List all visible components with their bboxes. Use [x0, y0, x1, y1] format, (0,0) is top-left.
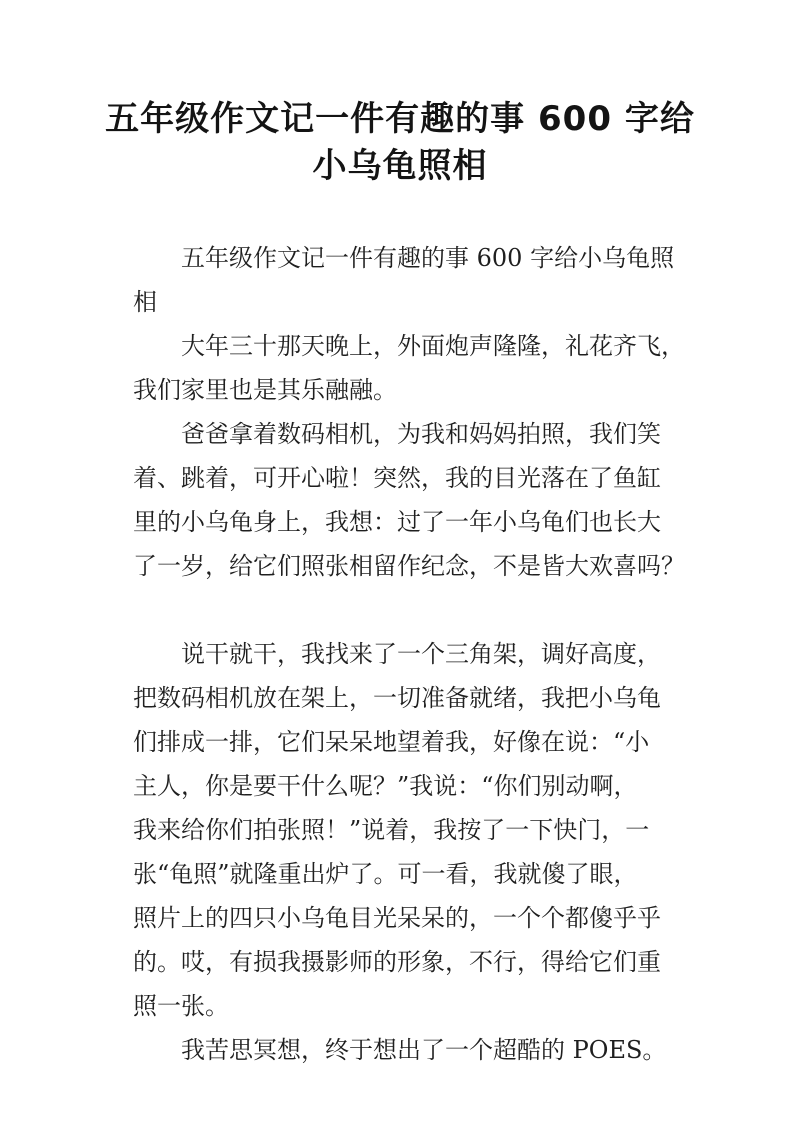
text-line: 大年三十那天晚上，外面炮声隆隆，礼花齐飞， [181, 332, 685, 360]
text-line: 五年级作文记一件有趣的事 600 字给小乌龟照 [181, 244, 675, 272]
text-line: 我来给你们拍张照！”说着，我按了一下快门，一 [133, 816, 650, 844]
text-line: 们排成一排，它们呆呆地望着我，好像在说：“小 [133, 728, 650, 756]
text-line: 里的小乌龟身上，我想：过了一年小乌龟们也长大 [133, 508, 661, 536]
title-line: 五年级作文记一件有趣的事 600 字给 [105, 99, 695, 139]
text-line: 的。哎，有损我摄影师的形象，不行，得给它们重 [133, 948, 661, 976]
text-line: 照一张。 [133, 992, 229, 1020]
text-line: 相 [133, 288, 157, 316]
text-line: 我苦思冥想，终于想出了一个超酷的 POES。 [181, 1036, 667, 1064]
text-line: 了一岁，给它们照张相留作纪念，不是皆大欢喜吗？ [133, 552, 685, 580]
text-line: 着、跳着，可开心啦！突然，我的目光落在了鱼缸 [133, 464, 661, 492]
title-line: 小乌龟照相 [312, 146, 488, 186]
essay-title [70, 96, 730, 190]
essay-body [133, 236, 740, 1072]
text-line: 张“龟照”就隆重出炉了。可一看，我就傻了眼， [133, 860, 638, 888]
text-line: 爸爸拿着数码相机，为我和妈妈拍照，我们笑 [181, 420, 661, 448]
text-line: 照片上的四只小乌龟目光呆呆的，一个个都傻乎乎 [133, 904, 661, 932]
text-line: 我们家里也是其乐融融。 [133, 376, 397, 404]
blank-line [133, 588, 740, 632]
text-line: 主人，你是要干什么呢？”我说：“你们别动啊， [133, 772, 638, 800]
text-line: 说干就干，我找来了一个三角架，调好高度， [181, 640, 661, 668]
text-line: 把数码相机放在架上，一切准备就绪，我把小乌龟 [133, 684, 661, 712]
